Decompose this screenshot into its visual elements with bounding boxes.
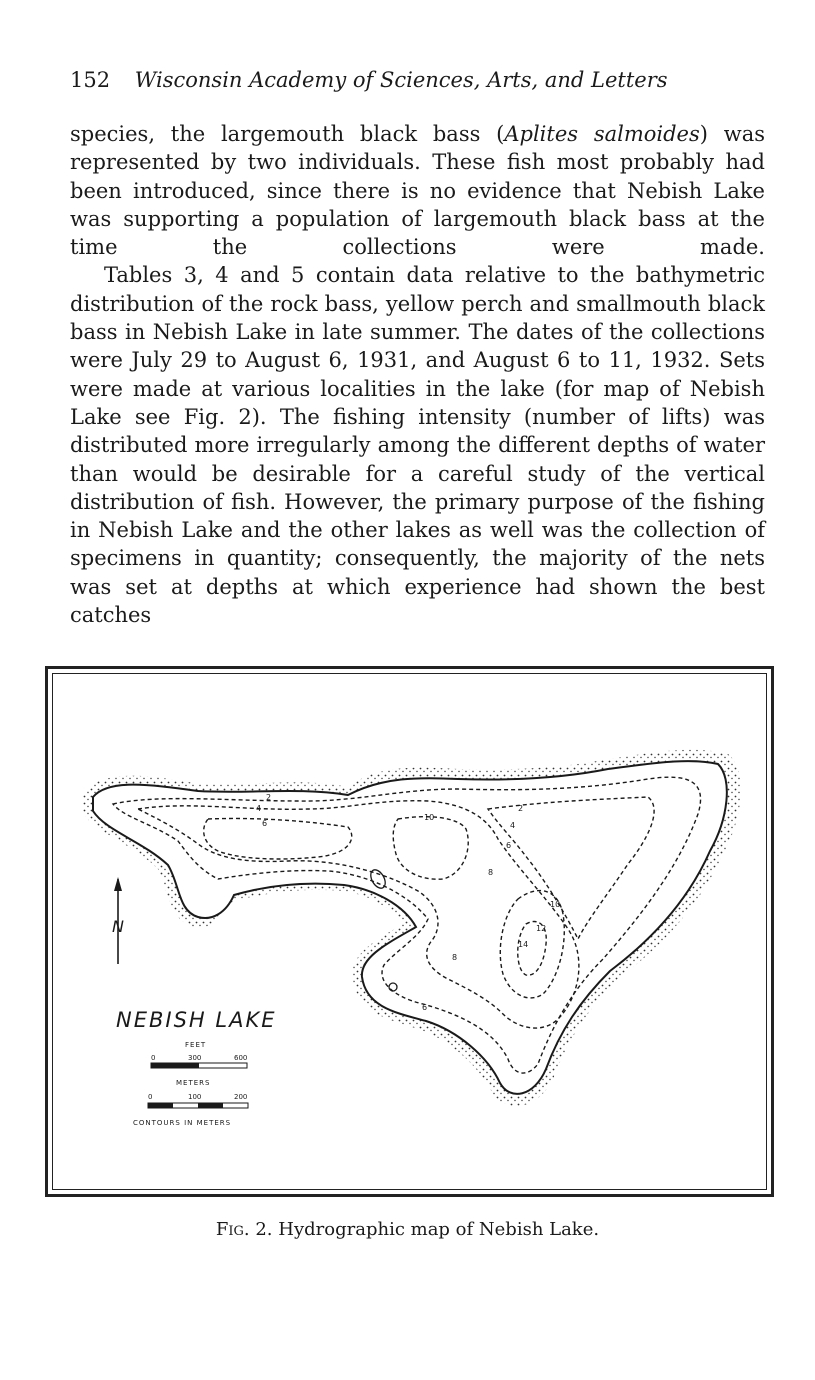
meters-tick: 0	[148, 1093, 153, 1101]
north-label: N	[112, 917, 124, 936]
contours-note: CONTOURS IN METERS	[133, 1119, 232, 1127]
species-name: Aplites salmoides	[504, 122, 700, 146]
meters-label: METERS	[176, 1079, 211, 1087]
contour-label: 14	[518, 940, 529, 949]
meters-scale-bar	[148, 1103, 248, 1108]
contour-label: 6	[262, 819, 268, 828]
paragraph-2: Tables 3, 4 and 5 contain data relative to the bathymetric distribution of the rock bass, yellow perch and smallmouth black bass in Nebish Lake in late summer. The dates of the collections were July 29 to August 6, 1931, and August 6 to 11, 1932. Sets were made at various localities in the lake (for map of Nebish Lake see Fig. 2). The fishing intensity (number of lifts) was distributed more irregularly among the different depths of water than would be desirable for a careful study of the vertical distribution of fish. However, the primary purpose of the fishing in Nebish Lake and the other lakes as well was the collection of specimens in quantity; consequently, the majority of the nets was set at depths at which experience had shown the best catches	[70, 263, 765, 628]
contour-label: 12	[536, 924, 547, 933]
figure-caption	[0, 1218, 815, 1242]
lake-map	[48, 669, 771, 1194]
feet-tick: 0	[151, 1054, 156, 1062]
feet-tick: 300	[188, 1054, 202, 1062]
meters-tick: 200	[234, 1093, 248, 1101]
running-title: Wisconsin Academy of Sciences, Arts, and Letters	[134, 68, 668, 92]
body-text	[70, 120, 765, 629]
contour-label: 8	[452, 953, 458, 962]
paragraph-1-rest: ) was represented by two individuals. These fish most probably had been introduced, since there is no evidence that Nebish Lake was supporting a population of largemouth black bass at the time the collections were made.	[70, 122, 766, 260]
contour-label: 2	[266, 793, 272, 802]
contour-label: 10	[424, 813, 435, 822]
map-figure	[45, 666, 774, 1197]
feet-label: FEET	[185, 1041, 207, 1049]
feet-scale-bar	[151, 1063, 247, 1068]
paragraph-1-start: species, the largemouth black bass (	[70, 122, 505, 146]
running-header	[70, 66, 770, 94]
contour-label: 6	[506, 841, 512, 850]
caption-text: Hydrographic map of Nebish Lake.	[278, 1219, 600, 1240]
contour-label: 10	[550, 900, 561, 909]
contour-label: 8	[488, 868, 494, 877]
figure-label: Fig. 2.	[215, 1219, 273, 1240]
contour-label: 4	[510, 821, 516, 830]
contour-label: 6	[422, 1003, 428, 1012]
page-number: 152	[70, 68, 111, 92]
paragraph-1	[70, 120, 765, 261]
map-title: NEBISH LAKE	[116, 1008, 277, 1032]
feet-tick: 600	[234, 1054, 248, 1062]
contour-label: 4	[256, 804, 262, 813]
north-arrow-icon	[112, 877, 124, 964]
meters-tick: 100	[188, 1093, 202, 1101]
contour-label: 2	[518, 804, 524, 813]
